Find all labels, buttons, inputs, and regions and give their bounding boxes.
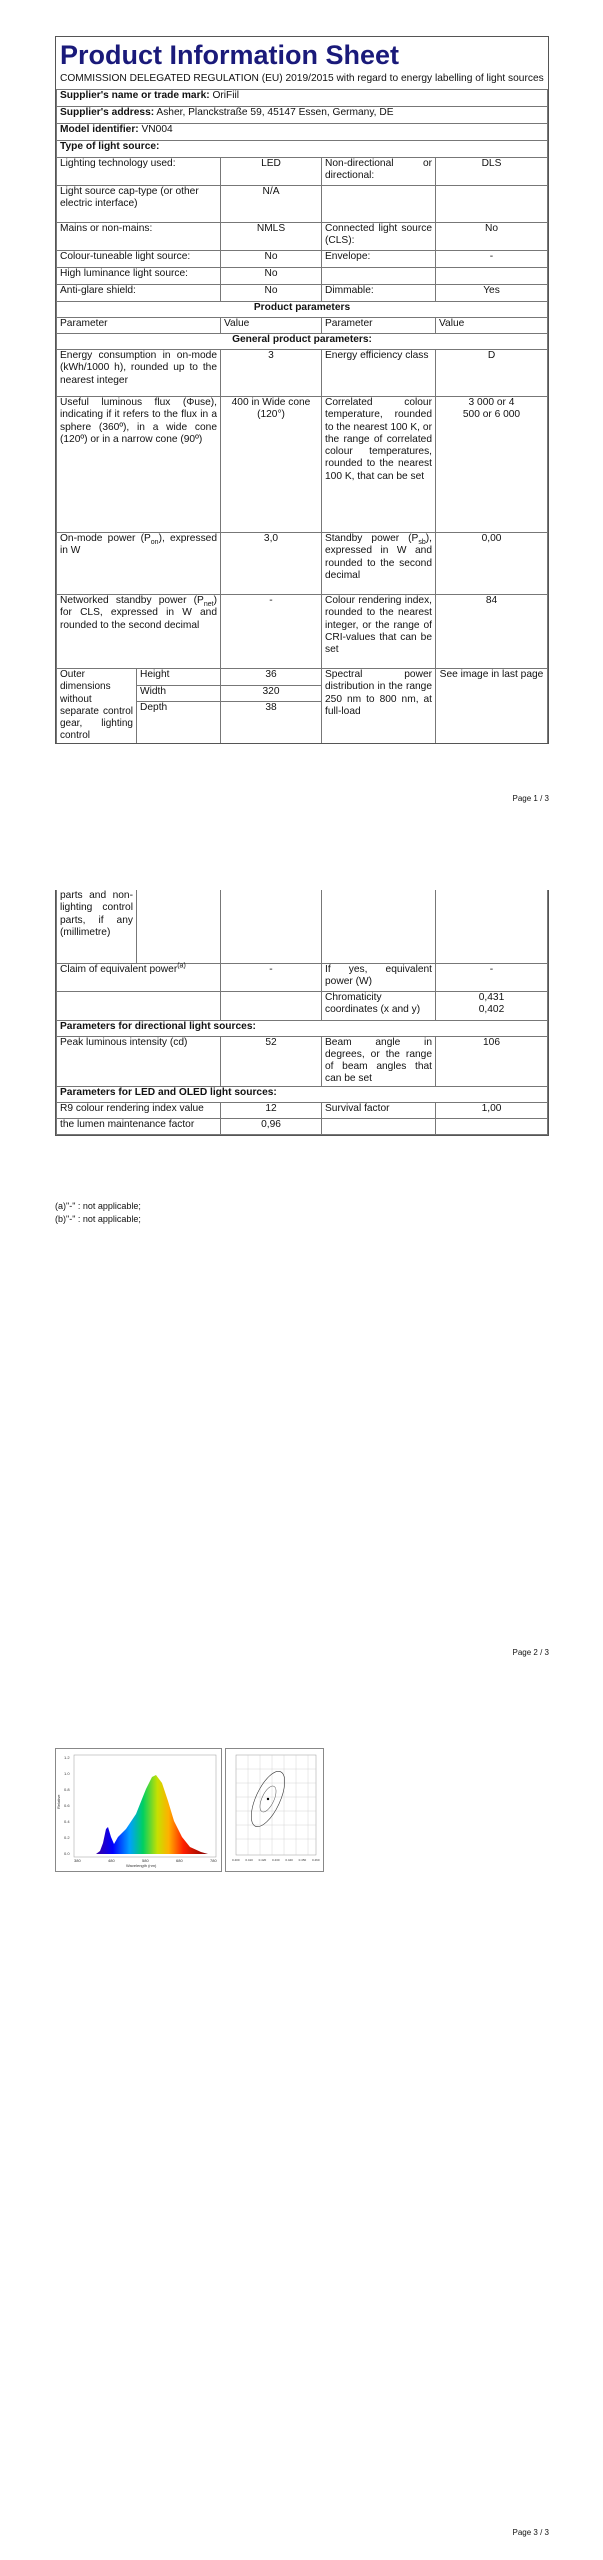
spectrum-xtick: 480 (108, 1858, 115, 1863)
dimensions-table-part2 (56, 890, 548, 964)
envelope-value: - (436, 251, 548, 268)
height-label: Height (137, 669, 221, 686)
col-parameter-1: Parameter (57, 318, 221, 334)
spectrum-ytick: 0.8 (64, 1787, 70, 1792)
r9-label: R9 colour rendering index value (57, 1102, 221, 1118)
col-parameter-2: Parameter (322, 318, 436, 334)
luminous-flux-label: Useful luminous flux (Φuse), indicating if it refers to the flux in a sphere (360º), in a wide cone (120º) or in a narrow cone (90º) (57, 397, 221, 533)
page-1 (0, 0, 603, 860)
mains-value: NMLS (221, 223, 322, 251)
general-parameters-header: General product parameters: (57, 334, 548, 350)
dimmable-label: Dimmable: (322, 285, 436, 302)
luminous-flux-value: 400 in Wide cone (120°) (221, 397, 322, 533)
chroma-xtick: 0.410 (245, 1858, 253, 1862)
chromaticity-image (225, 1748, 324, 1872)
spectrum-ytick: 0.2 (64, 1835, 70, 1840)
spectrum-xlabel: Wavelength (nm) (126, 1863, 157, 1868)
cap-type-label: Light source cap-type (or other electric interface) (57, 186, 221, 223)
spectrum-ytick: 1.2 (64, 1755, 70, 1760)
lighting-tech-label: Lighting technology used: (57, 158, 221, 186)
width-label: Width (137, 685, 221, 702)
energy-label: Energy consumption in on-mode (kWh/1000 h), rounded up to the nearest integer (57, 350, 221, 397)
regulation-text: COMMISSION DELEGATED REGULATION (EU) 2019/2015 with regard to energy labelling of light sources (60, 73, 544, 84)
chroma-xtick: 0.430 (272, 1858, 280, 1862)
cct-value-a: 3 000 or 4 (468, 397, 515, 408)
chromaticity-label: Chromaticity coordinates (x and y) (322, 991, 436, 1020)
supplier-address-label: Supplier's address: (60, 107, 155, 118)
led-header: Parameters for LED and OLED light sources: (57, 1086, 548, 1102)
page-3 (0, 1720, 603, 2560)
high-luminance-label: High luminance light source: (57, 268, 221, 285)
dimensions-label-a: Outer dimensions without separate control gear, lighting control (57, 669, 137, 743)
spectrum-ylabel: Relative (56, 1794, 61, 1809)
info-table (56, 89, 548, 669)
spectrum-xtick: 680 (176, 1858, 183, 1863)
chromaticity-chart (226, 1749, 323, 1871)
directional-label: Non-directional or directional: (322, 158, 436, 186)
lumen-maintenance-value: 0,96 (221, 1118, 322, 1134)
cls-value: No (436, 223, 548, 251)
equivalent-power-claim-label: Claim of equivalent power$^{(a)}$ (57, 963, 221, 991)
cct-value-b: 500 or 6 000 (462, 409, 521, 421)
spectrum-ytick: 0.6 (64, 1803, 70, 1808)
dimensions-label-b: parts and non-lighting control parts, if any (millimetre) (57, 890, 137, 963)
chromaticity-x: 0,431 (478, 991, 505, 1003)
anti-glare-label: Anti-glare shield: (57, 285, 221, 302)
r9-value: 12 (221, 1102, 322, 1118)
spectral-value: See image in last page (436, 669, 548, 743)
on-mode-power-value: 3,0 (221, 533, 322, 595)
energy-value: 3 (221, 350, 322, 397)
directional-value: DLS (436, 158, 548, 186)
directional-header: Parameters for directional light sources: (57, 1020, 548, 1036)
spectrum-xtick: 380 (74, 1858, 81, 1863)
cct-label: Correlated colour temperature, rounded to the nearest 100 K, or the range of correlated colour temperatures, rounded to the nearest 100 K, that can be set (322, 397, 436, 533)
chroma-xtick: 0.450 (298, 1858, 307, 1862)
beam-angle-value: 106 (436, 1036, 548, 1086)
spectral-distribution-image (55, 1748, 222, 1872)
depth-value: 38 (221, 702, 322, 743)
anti-glare-value: No (221, 285, 322, 302)
chroma-xtick: 0.420 (258, 1858, 267, 1862)
footnote-a: (a)"-" : not applicable; (55, 1201, 141, 1211)
colour-tuneable-value: No (221, 251, 322, 268)
lumen-maintenance-label: the lumen maintenance factor (57, 1118, 221, 1134)
supplier-name-label: Supplier's name or trade mark: (60, 90, 210, 101)
page-1-footer: Page 1 / 3 (512, 794, 549, 803)
envelope-label: Envelope: (322, 251, 436, 268)
standby-power-label: Standby power $(P_{sb})$, expressed in W and rounded to the second decimal (322, 533, 436, 595)
chroma-xtick: 0.440 (285, 1858, 293, 1862)
spectrum-ytick: 0.0 (64, 1851, 70, 1856)
spectrum-ytick: 0.4 (64, 1819, 70, 1824)
spectrum-xtick: 780 (210, 1858, 217, 1863)
width-value: 320 (221, 685, 322, 702)
beam-angle-label: Beam angle in degrees, or the range of beam angles that can be set (322, 1036, 436, 1086)
dimmable-value: Yes (436, 285, 548, 302)
dimensions-table-part1 (56, 668, 548, 743)
col-value-2: Value (436, 318, 548, 334)
spectrum-xtick: 580 (142, 1858, 149, 1863)
colour-tuneable-label: Colour-tuneable light source: (57, 251, 221, 268)
survival-factor-value: 1,00 (436, 1102, 548, 1118)
page-2 (0, 860, 603, 1720)
networked-standby-value: - (221, 595, 322, 669)
lighting-tech-value: LED (221, 158, 322, 186)
spectrum-chart (56, 1749, 221, 1871)
supplier-name: OriFiil (212, 90, 240, 101)
col-value-1: Value (221, 318, 322, 334)
standby-power-value: 0,00 (436, 533, 548, 595)
cri-label: Colour rendering index, rounded to the nearest integer, or the range of CRI-values that can be set (322, 595, 436, 669)
equivalent-power-label: If yes, equivalent power (W) (322, 963, 436, 991)
height-value: 36 (221, 669, 322, 686)
page-3-footer: Page 3 / 3 (512, 2528, 549, 2537)
model-label: Model identifier: (60, 124, 139, 135)
supplier-address: Asher, Planckstraße 59, 45147 Essen, Germany, DE (156, 107, 394, 118)
peak-intensity-value: 52 (221, 1036, 322, 1086)
footnotes (55, 1200, 141, 1226)
footnote-b: (b)"-" : not applicable; (55, 1214, 141, 1224)
product-parameters-header: Product parameters (57, 302, 548, 318)
depth-label: Depth (137, 702, 221, 743)
equivalent-power-value: - (436, 963, 548, 991)
page-2-footer: Page 2 / 3 (512, 1648, 549, 1657)
product-info-sheet-continued (55, 890, 549, 1136)
chromaticity-y: 0,402 (478, 1003, 505, 1015)
cri-value: 84 (436, 595, 548, 669)
high-luminance-value: No (221, 268, 322, 285)
chroma-xtick: 0.460 (312, 1858, 320, 1862)
networked-standby-label: Networked standby power $(P_{net})$ for CLS, expressed in W and rounded to the second decimal (57, 595, 221, 669)
survival-factor-label: Survival factor (322, 1102, 436, 1118)
model-identifier: VN004 (141, 124, 173, 135)
chroma-xtick: 0.400 (232, 1858, 240, 1862)
page-title: Product Information Sheet (60, 40, 400, 70)
spectrum-ytick: 1.0 (64, 1771, 70, 1776)
peak-intensity-label: Peak luminous intensity (cd) (57, 1036, 221, 1086)
efficiency-class-value: D (436, 350, 548, 397)
product-info-sheet (55, 36, 549, 744)
chromaticity-point (267, 1798, 269, 1800)
efficiency-class-label: Energy efficiency class (322, 350, 436, 397)
cls-label: Connected light source (CLS): (322, 223, 436, 251)
on-mode-power-label: On-mode power $(P_{on})$, expressed in W (57, 533, 221, 595)
cap-type-value: N/A (221, 186, 322, 223)
type-label: Type of light source: (57, 141, 548, 158)
equivalent-power-claim-value: - (221, 963, 322, 991)
parameters-table-continued (56, 963, 548, 1135)
mains-label: Mains or non-mains: (57, 223, 221, 251)
spectral-label: Spectral power distribution in the range 250 nm to 800 nm, at full-load (322, 669, 436, 743)
